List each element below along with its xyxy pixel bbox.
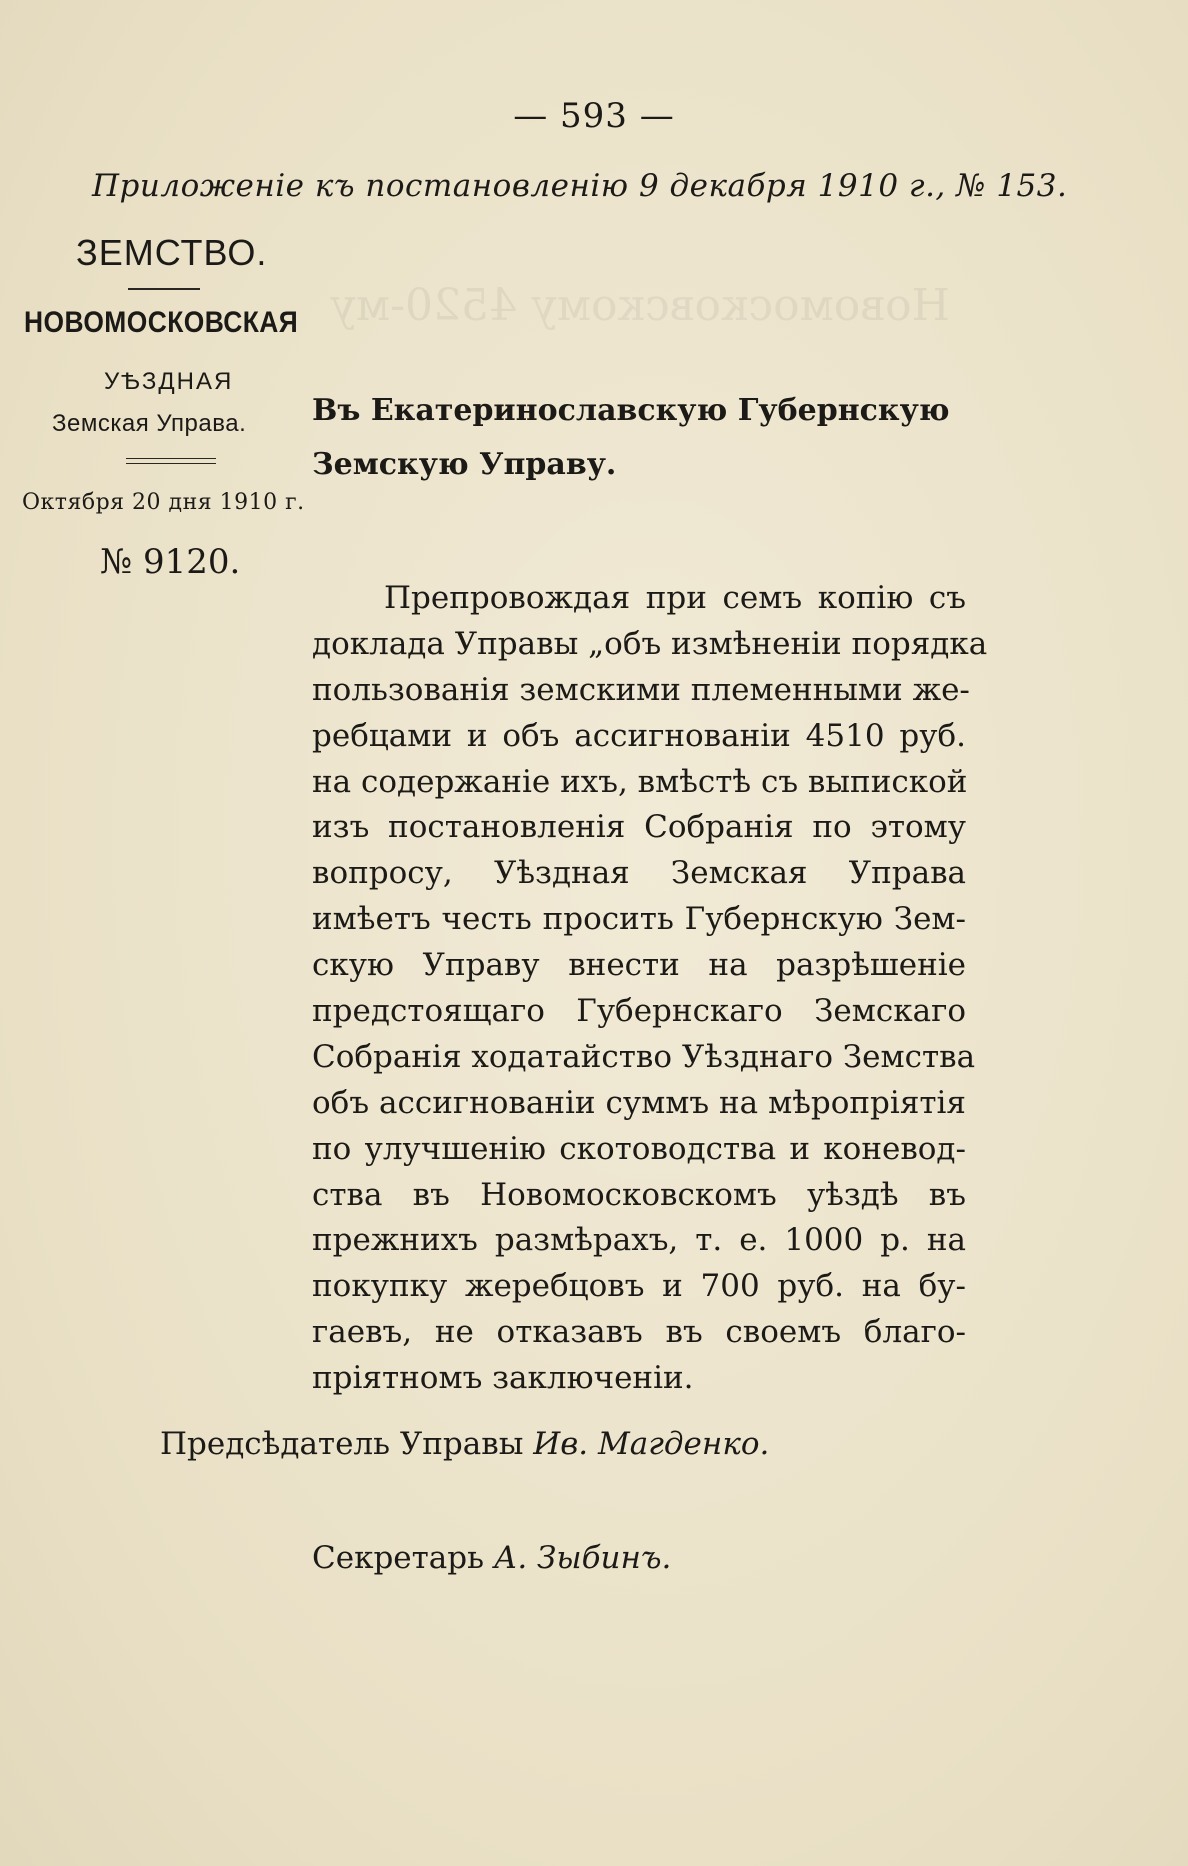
secretary-title: Секретарь (312, 1540, 484, 1576)
body-line: изъ постановленія Собранія по этому (312, 809, 966, 846)
letterhead-uprava-name: НОВОМОСКОВСКАЯ (24, 306, 299, 339)
body-line: объ ассигнованіи суммъ на мѣропріятія (312, 1084, 966, 1121)
letterhead-zemstvo: ЗЕМСТВО. (76, 232, 268, 273)
body-line: пользованія земскими племенными же- (312, 671, 970, 708)
addressee-line-2: Земскую Управу. (312, 447, 617, 482)
body-line: гаевъ, не отказавъ въ своемъ благо- (312, 1314, 966, 1351)
body-line: по улучшенію скотоводства и коневод- (312, 1130, 966, 1167)
body-line: ства въ Новомосковскомъ уѣздѣ въ (312, 1176, 966, 1213)
outgoing-number: № 9120. (100, 542, 241, 582)
chairman-title: Предсѣдатель Управы (160, 1426, 524, 1462)
body-line: покупку жеребцовъ и 700 руб. на бу- (312, 1268, 966, 1305)
letterhead-zemskaya-uprava: Земская Управа. (52, 410, 247, 437)
secretary-signature (312, 1540, 671, 1576)
body-line: скую Управу внести на разрѣшеніе (312, 947, 966, 984)
body-line: ребцами и объ ассигнованіи 4510 руб. (312, 717, 966, 754)
body-line: Собранія ходатайство Уѣзднаго Земства (312, 1038, 976, 1075)
letter-body (312, 576, 988, 1402)
body-line: на содержаніе ихъ, вмѣстѣ съ выпиской (312, 763, 968, 800)
body-line: предстоящаго Губернскаго Земскаго (312, 993, 966, 1030)
page-number: — 593 — (513, 96, 675, 136)
letterhead-divider (128, 288, 200, 290)
addressee-line-1: Въ Екатеринославскую Губернскую (312, 393, 950, 428)
secretary-name: А. Зыбинъ. (493, 1540, 672, 1576)
letterhead-date: Октября 20 дня 1910 г. (22, 490, 305, 515)
body-line: Препровождая при семъ копію съ (384, 580, 966, 616)
letterhead-double-rule (126, 458, 216, 464)
bleed-through-text: Новомосковскому 4520-му (330, 280, 950, 331)
chairman-name: Ив. Магденко. (533, 1426, 770, 1462)
body-line: вопросу, Уѣздная Земская Управа (312, 855, 966, 892)
addressee (312, 384, 950, 492)
body-line: имѣетъ честь просить Губернскую Зем- (312, 901, 966, 938)
chairman-signature (160, 1426, 769, 1462)
body-line: пріятномъ заключеніи. (312, 1360, 694, 1397)
body-line: прежнихъ размѣрахъ, т. е. 1000 р. на (312, 1222, 966, 1259)
letterhead-uezdnaya: УѢЗДНАЯ (104, 368, 234, 395)
body-line: доклада Управы „объ измѣненіи порядка (312, 625, 988, 662)
appendix-note: Приложеніе къ постановленію 9 декабря 1910 г., № 153. (92, 168, 1068, 204)
